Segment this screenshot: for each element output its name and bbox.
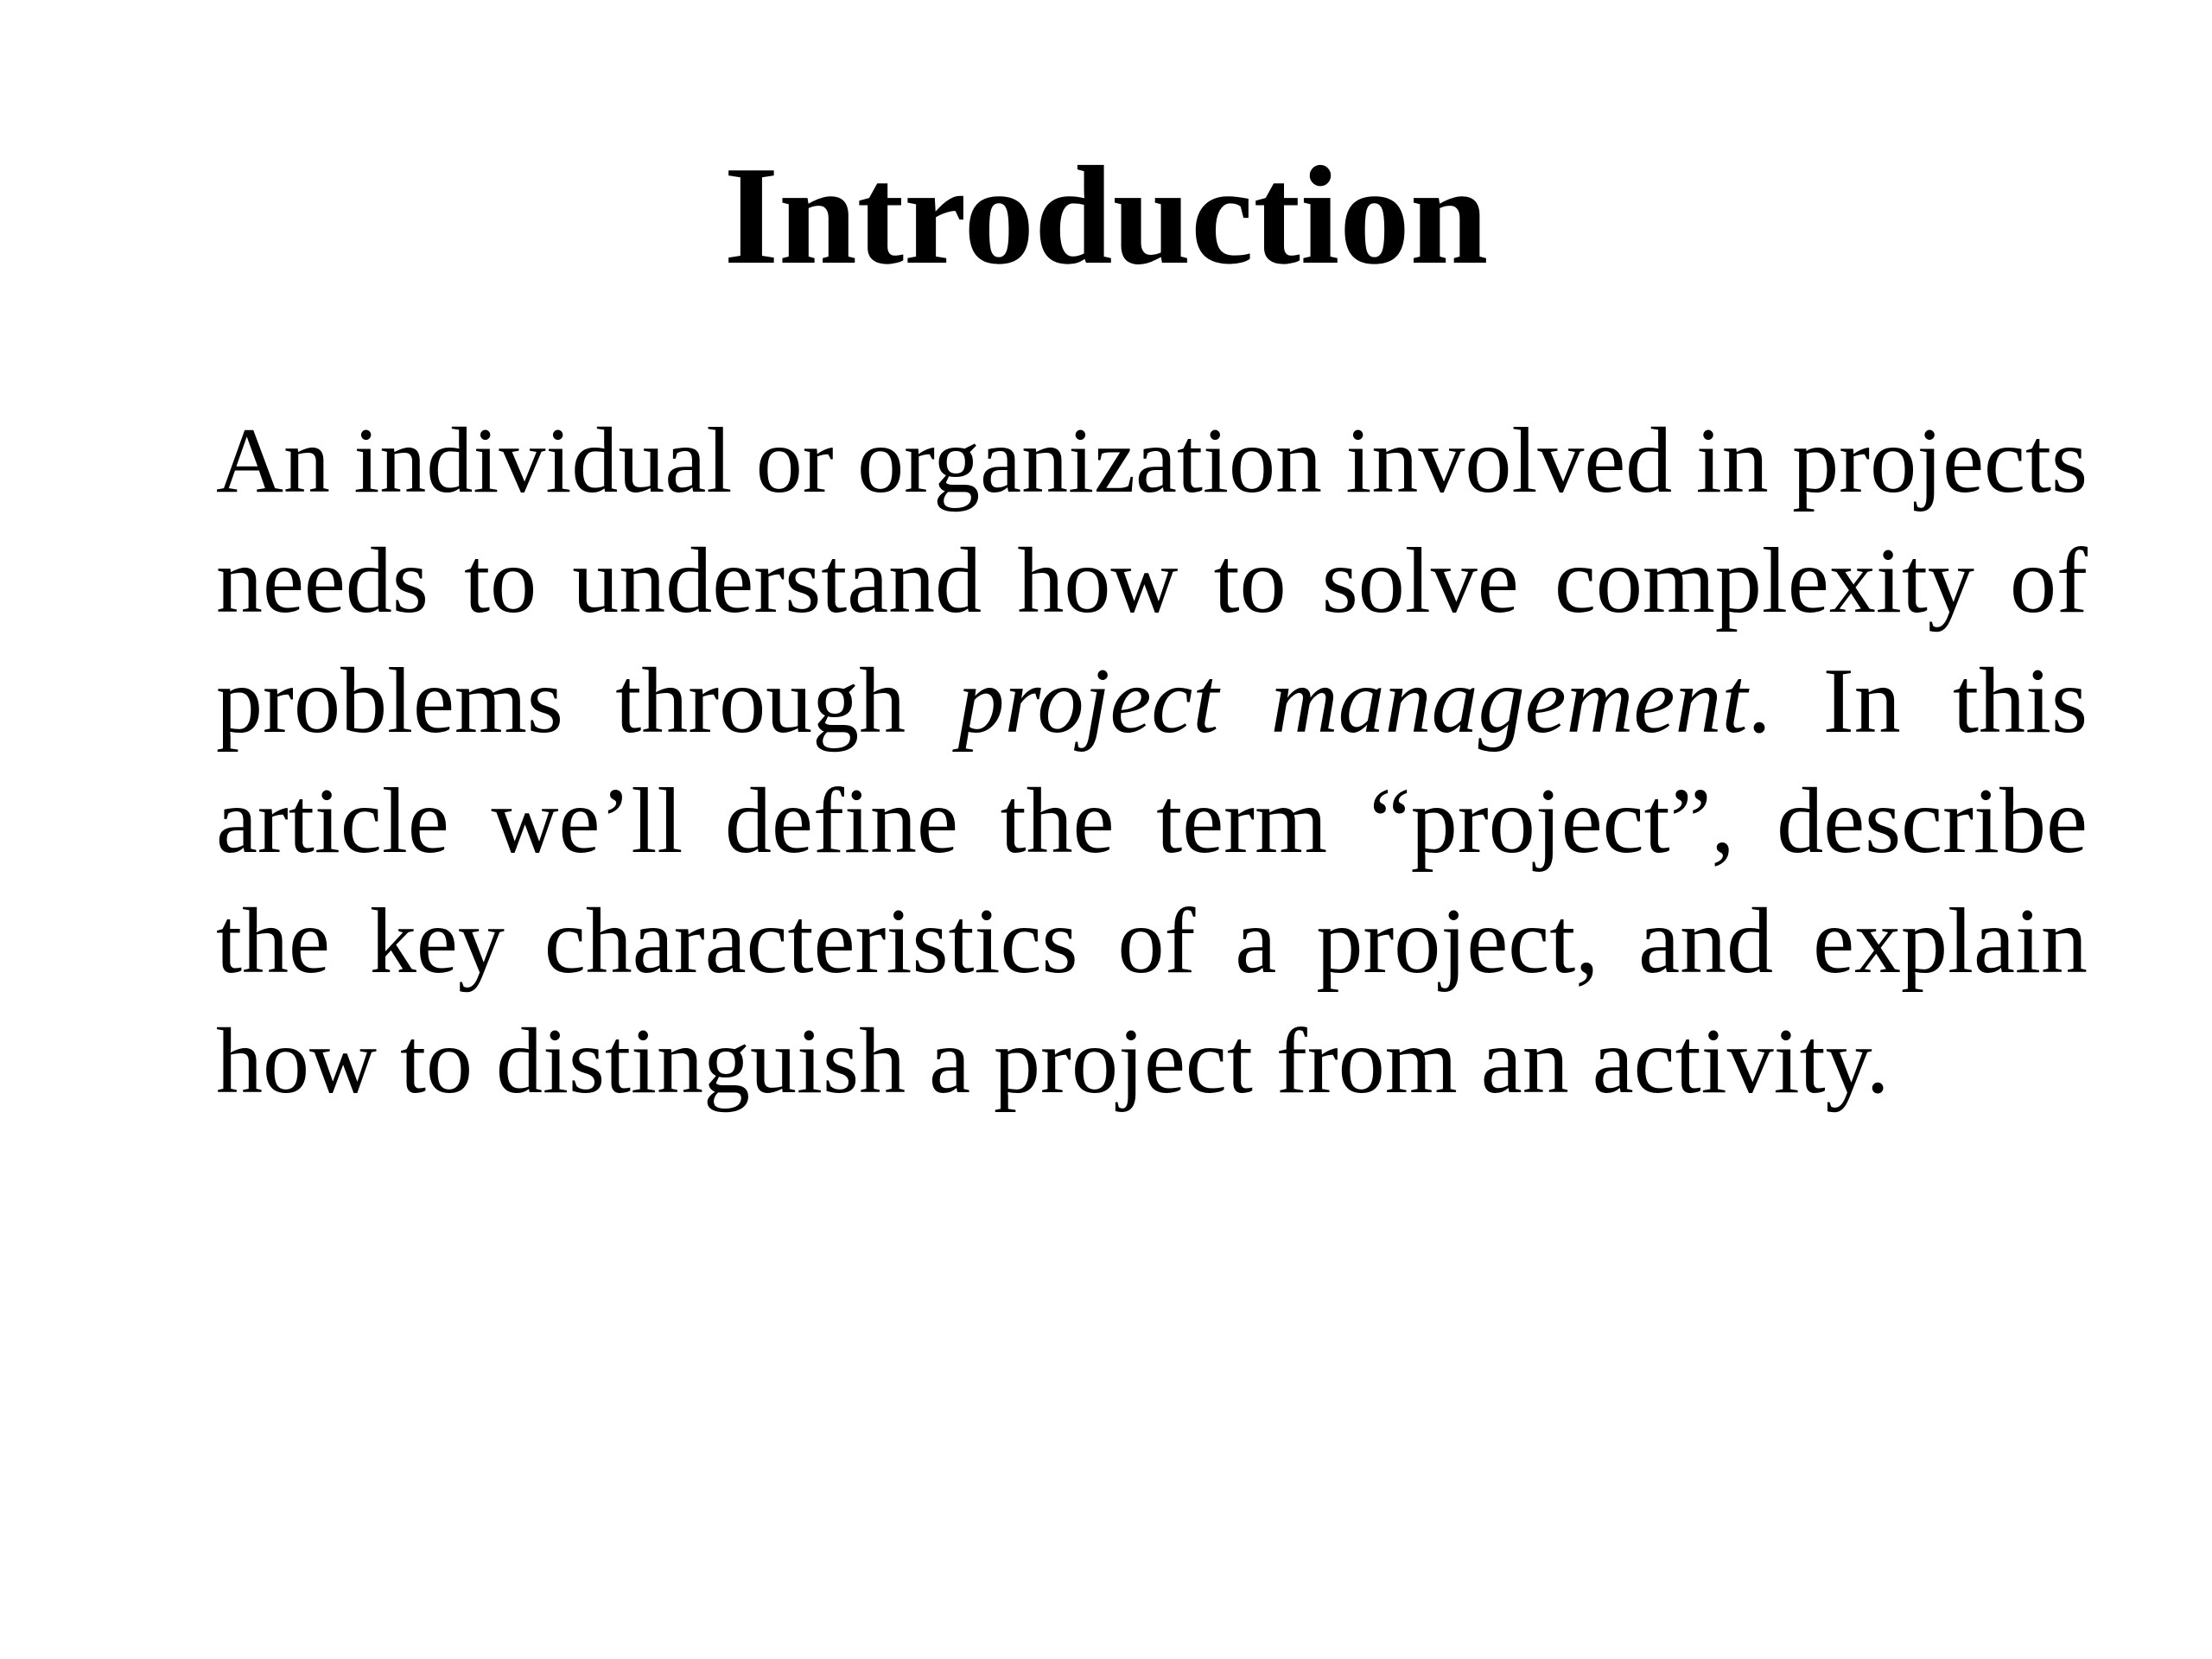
paragraph-text-end: . In this article we’ll define the term “project”, describe the key characteristics of a project, and explain how to distinguish a project from an activity. (216, 650, 2088, 1113)
intro-paragraph (216, 401, 2088, 1122)
paragraph-emphasis: project management (957, 650, 1748, 753)
paragraph-text-start: An individual or organization involved in projects needs to understand how to solve complexity of problems through (216, 410, 2088, 753)
slide-title: Introduction (723, 138, 1489, 294)
